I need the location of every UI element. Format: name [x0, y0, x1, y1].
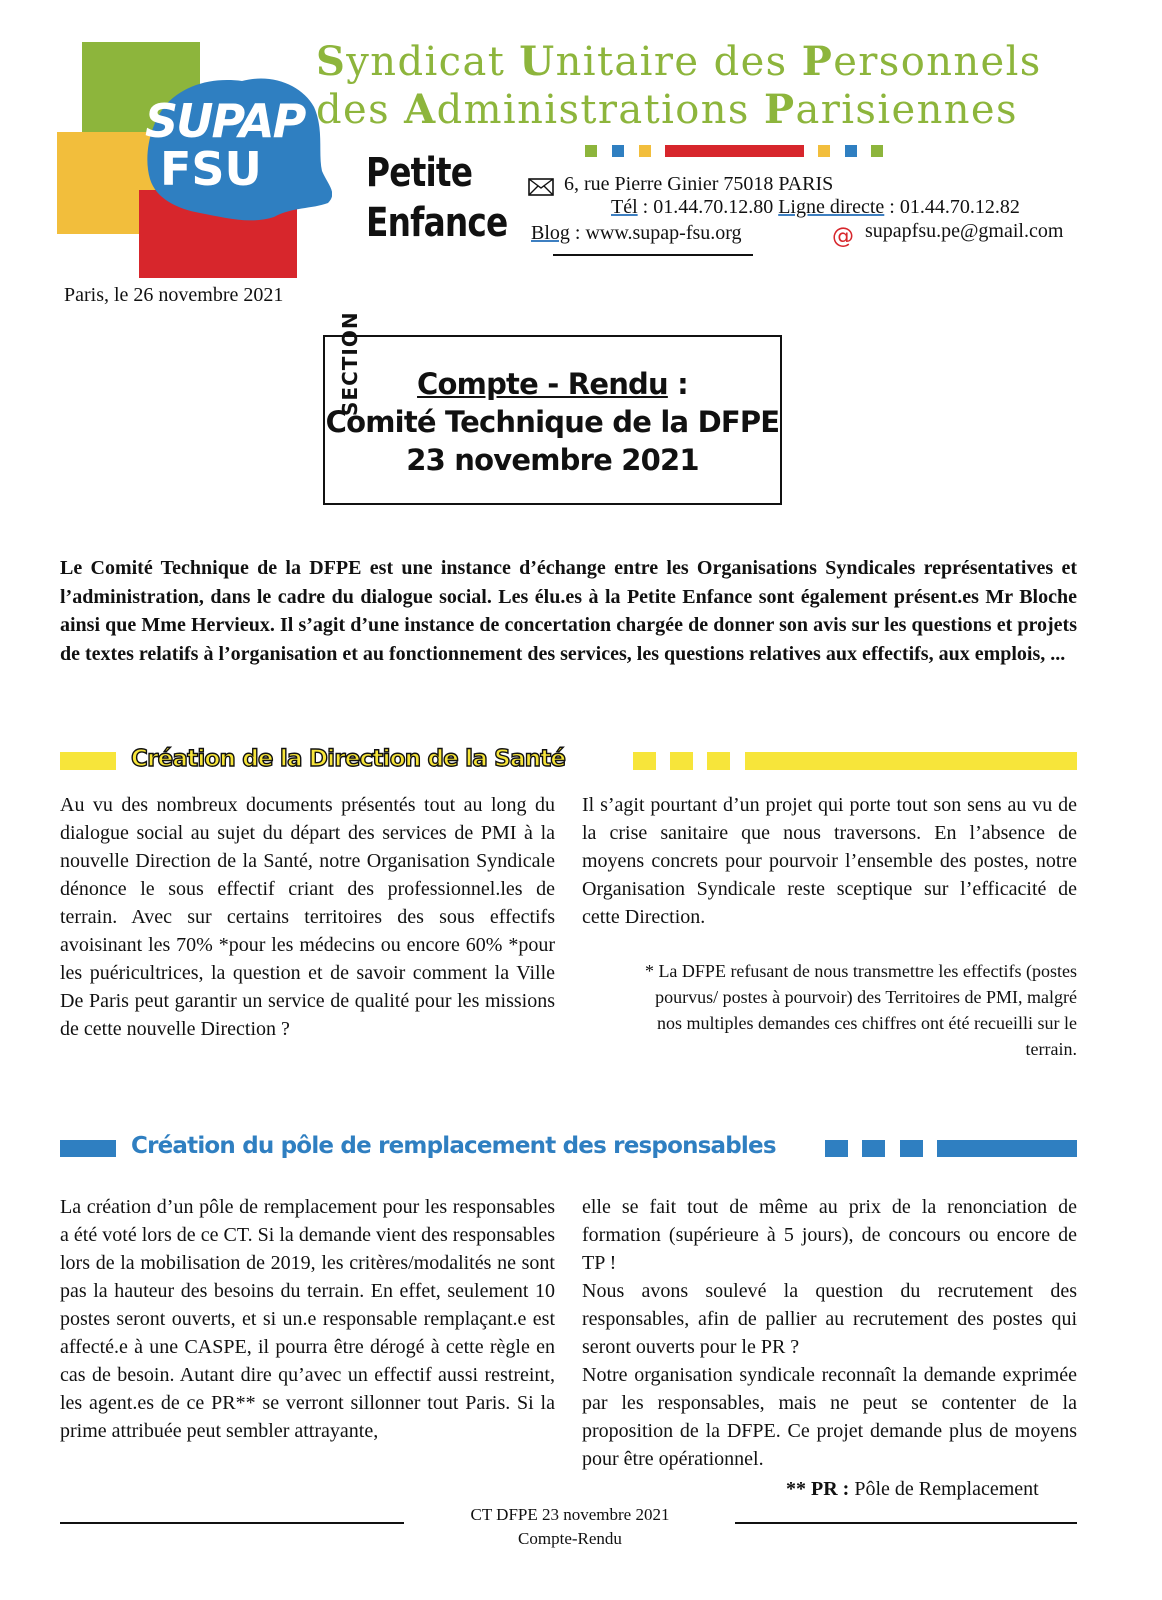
- supap-fsu-logo: [57, 42, 347, 237]
- address: 6, rue Pierre Ginier 75018 PARIS: [564, 173, 834, 195]
- section1-left-column: Au vu des nombreux documents présentés tout au long du dialogue social au sujet du départ des services de PMI à la nouvelle Direction de la Santé, notre Organisation Syndicale dénonce le sous effectif criant des professionnel.les de terrain. Avec sur certains territoires des sous effectifs avoisinant les 70% *pour les médecins ou encore 60% *pour les puéricultrices, la question et de savoir comment la Ville De Paris peut garantir un service de qualité pour les missions de cette nouvelle Direction ?: [60, 794, 555, 1040]
- section2-bar-left: [60, 1140, 116, 1157]
- organization-name: [316, 38, 1116, 134]
- envelope-icon: [528, 178, 554, 196]
- title-line3: 23 novembre 2021: [406, 443, 699, 477]
- phone-line: Tél : 01.44.70.12.80 Ligne directe : 01.44.70.12.82: [611, 196, 1020, 218]
- footer-line1: CT DFPE 23 novembre 2021: [470, 1505, 670, 1524]
- page-footer: [420, 1503, 720, 1551]
- blog-line: Blog : www.supap-fsu.org: [531, 222, 742, 244]
- org-name-line2: des Administrations Parisiennes: [316, 86, 1018, 133]
- header-divider: [553, 254, 753, 256]
- intro-paragraph: Le Comité Technique de la DFPE est une instance d’échange entre les Organisations Syndicales représentatives et l’administration, dans le cadre du dialogue social. Les élu.es à la Petite Enfance sont également présent.es Mr Bloche ainsi que Mme Hervieux. Il s’agit d’une instance de concertation chargée de donner son avis sur les questions et projets de textes relatifs à l’organisation et au fonctionnement des services, les questions relatives aux effectifs, aux emplois, ...: [60, 557, 1077, 665]
- section-petite: Petite: [366, 150, 473, 196]
- section2-square-2: [862, 1140, 885, 1157]
- header-bar-yellow-2: [818, 145, 830, 157]
- section2-bar-right: [937, 1140, 1077, 1157]
- title-box: [323, 311, 782, 505]
- header-bar-blue-2: [845, 145, 857, 157]
- title-line1: Compte - Rendu :: [417, 367, 688, 401]
- at-icon: @: [832, 224, 854, 249]
- document-date: Paris, le 26 novembre 2021: [64, 284, 284, 306]
- section1-right-column: Il s’agit pourtant d’un projet qui porte tout son sens au vu de la crise sanitaire que nous traversons. En l’absence de moyens concrets pour pourvoir l’ensemble des postes, notre Organisation Syndicale reste sceptique sur l’efficacité de cette Direction.: [582, 794, 1077, 928]
- section2-square-1: [825, 1140, 848, 1157]
- section1-square-2: [670, 752, 693, 770]
- header-bar-blue: [612, 145, 624, 157]
- section-label: SECTION: [338, 311, 362, 416]
- footer-line-left: [60, 1522, 404, 1524]
- section1-square-3: [707, 752, 730, 770]
- section2-left-column: La création d’un pôle de remplacement pour les responsables a été voté lors de ce CT. Si la demande vient des responsables lors de la mobilisation de 2019, les critères/modalités ne sont pas la hauteur des besoins du terrain. En effet, seulement 10 postes seront ouverts, et si un.e responsable remplaçant.e est affecté.e à une CASPE, il pourra être dérogé à cette règle en cas de besoin. Autant dire qu’avec un effectif aussi restreint, les agent.es de ce PR** se verront sillonner tout Paris. Si la prime attribuée peut sembler attrayante,: [60, 1196, 555, 1442]
- section2-right-paragraph-2: Nous avons soulevé la question du recrutement des responsables, afin de pallier au recrutement des postes qui seront ouverts pour le PR ?: [582, 1280, 1077, 1358]
- section2-title: Création du pôle de remplacement des responsables: [131, 1133, 776, 1159]
- email-address: supapfsu.pe@gmail.com: [865, 220, 1064, 242]
- section1-bar-right: [745, 752, 1077, 770]
- section1-bar-left: [60, 752, 116, 770]
- title-line2: Comité Technique de la DFPE: [325, 405, 780, 439]
- footer-line-right: [735, 1522, 1077, 1524]
- section2-right-paragraph-3: Notre organisation syndicale reconnaît la demande exprimée par les responsables, mais ne peut se contenter de la proposition de la DFPE. Ce projet demande plus de moyens pour être opérationnel.: [582, 1364, 1077, 1470]
- section-enfance: Enfance: [366, 200, 508, 246]
- section1-square-1: [633, 752, 656, 770]
- section2-right-column: [582, 1193, 1077, 1473]
- section1-footnote: * La DFPE refusant de nous transmettre les effectifs (postes pourvus/ postes à pourvoir) des Territoires de PMI, malgré nos multiples demandes ces chiffres ont été recueilli sur le terrain.: [644, 961, 1077, 1059]
- section2-right-paragraph-1: elle se fait tout de même au prix de la renonciation de formation (supérieure à 5 jours), de concours ou encore de TP !: [582, 1196, 1077, 1274]
- org-name-line1: Syndicat Unitaire des Personnels: [316, 38, 1042, 85]
- logo-supap-text: SUPAP: [145, 94, 305, 148]
- header-bar-yellow: [639, 145, 651, 157]
- header-bar-red: [665, 145, 804, 157]
- section2-square-3: [900, 1140, 923, 1157]
- header-bar-green-2: [871, 145, 883, 157]
- section1-title: Création de la Direction de la Santé: [131, 746, 566, 772]
- header-bar-green: [585, 145, 597, 157]
- section2-footnote: ** PR : Pôle de Remplacement: [786, 1478, 1039, 1500]
- footer-line2: Compte-Rendu: [518, 1529, 622, 1548]
- logo-fsu-text: FSU: [160, 142, 262, 196]
